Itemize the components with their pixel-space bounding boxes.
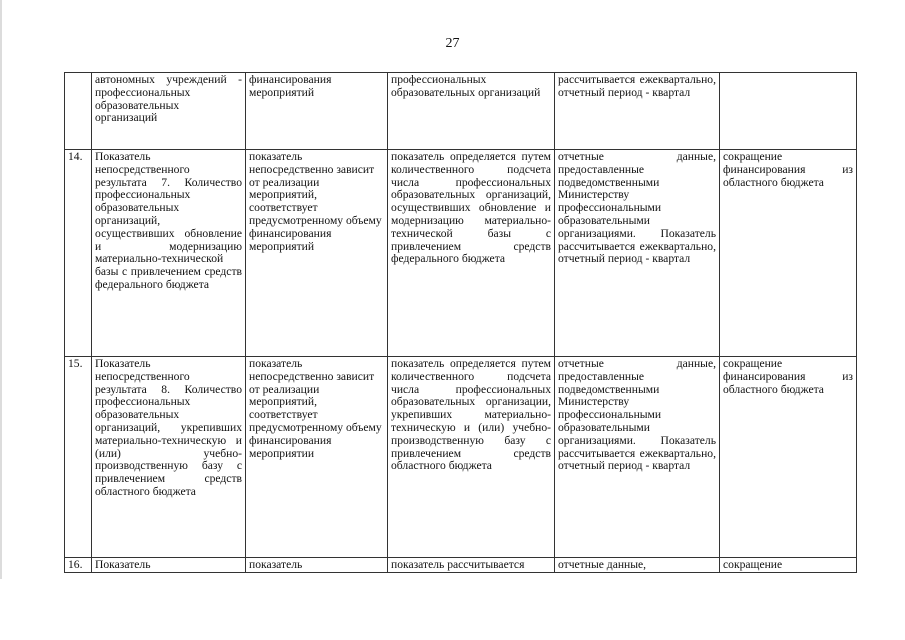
dependency-cell: финансирования мероприятий <box>246 73 388 150</box>
table-row <box>65 357 857 558</box>
dependency-cell: показатель непосредственно зависит от реализации мероприятий, соответствует предусмотренному объему финансирования мероприятий <box>246 150 388 357</box>
consequence-cell: сокращение <box>720 558 857 573</box>
method-cell: показатель определяется путем количественного подсчета числа профессиональных образовательных организации, укрепивших материально-техническую и (или) учебно-производственную базу с привлечением средств областного бюджета <box>388 357 555 558</box>
consequence-cell: сокращение финансирования из областного бюджета <box>720 150 857 357</box>
indicator-name-cell: Показатель непосредственного результата 8. Количество профессиональных образовательных организаций, укрепивших материально-техническую и (или) учебно-производственную базу с привлечением средств областного бюджета <box>92 357 246 558</box>
source-cell: отчетные данные, <box>555 558 720 573</box>
source-cell: рассчитывается ежеквартально, отчетный период - квартал <box>555 73 720 150</box>
row-number: 15. <box>65 357 92 558</box>
method-cell: профессиональных образовательных организаций <box>388 73 555 150</box>
row-number <box>65 73 92 150</box>
consequence-cell <box>720 73 857 150</box>
indicator-name-cell: Показатель <box>92 558 246 573</box>
row-number: 16. <box>65 558 92 573</box>
row-number: 14. <box>65 150 92 357</box>
consequence-cell: сокращение финансирования из областного бюджета <box>720 357 857 558</box>
dependency-cell: показатель <box>246 558 388 573</box>
scan-edge <box>0 0 2 640</box>
page-bottom-crop <box>0 579 905 640</box>
table-row <box>65 558 857 573</box>
page-number: 27 <box>445 36 460 51</box>
indicator-name-cell: Показатель непосредственного результата 7. Количество профессиональных образовательных организаций, осуществивших обновление и модернизацию материально-технической базы с привлечением средств федерального бюджета <box>92 150 246 357</box>
indicators-table <box>64 72 857 573</box>
dependency-cell: показатель непосредственно зависит от реализации мероприятий, соответствует предусмотренному объему финансирования мероприятии <box>246 357 388 558</box>
table-row <box>65 73 857 150</box>
table-row <box>65 150 857 357</box>
source-cell: отчетные данные, предоставленные подведомственными Министерству профессиональными образовательными организациями. Показатель рассчитывается ежеквартально, отчетный период - квартал <box>555 357 720 558</box>
source-cell: отчетные данные, предоставленные подведомственными Министерству профессиональными образовательными организациями. Показатель рассчитывается ежеквартально, отчетный период - квартал <box>555 150 720 357</box>
indicator-name-cell: автономных учреждений - профессиональных образовательных организаций <box>92 73 246 150</box>
method-cell: показатель рассчитывается <box>388 558 555 573</box>
method-cell: показатель определяется путем количественного подсчета числа профессиональных образовательных организаций, осуществивших обновление и модернизацию материально-технической базы с привлечением средств федерального бюджета <box>388 150 555 357</box>
